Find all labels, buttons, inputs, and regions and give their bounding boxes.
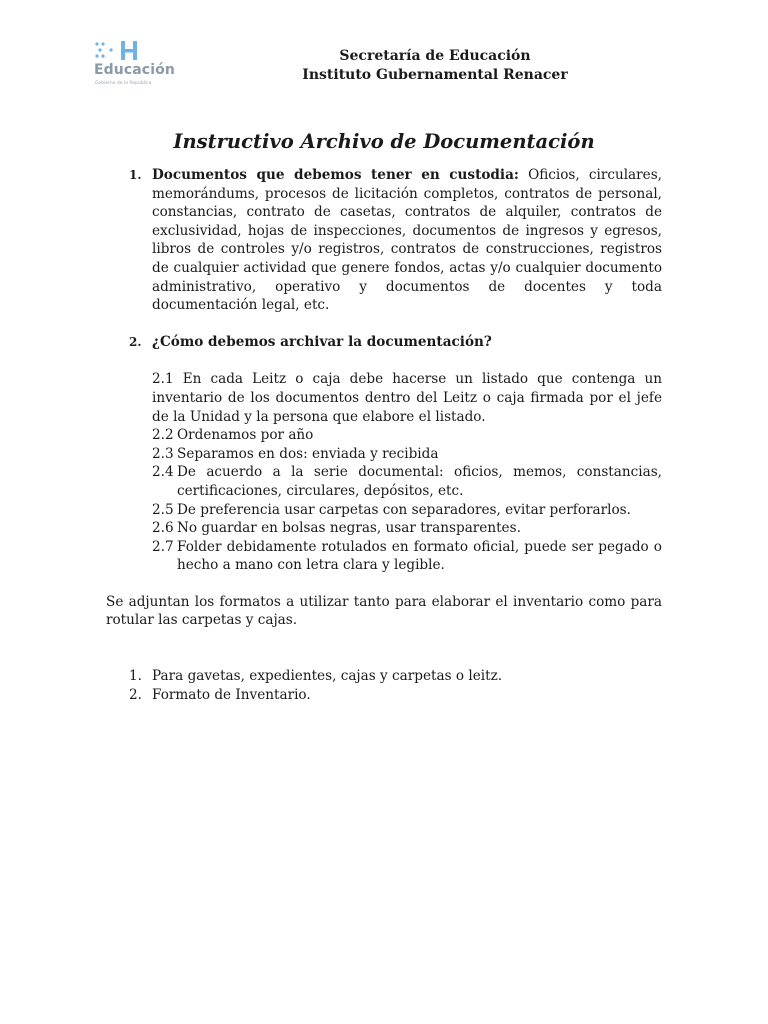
- section-2-number: 2.: [129, 334, 142, 349]
- section-2-list: [106, 426, 662, 575]
- list-item: 2.5 De preferencia usar carpetas con separadores, evitar perforarlos.: [152, 501, 631, 518]
- honduras-h-dots-icon: [94, 40, 142, 62]
- list-item: 2.6 No guardar en bolsas negras, usar transparentes.: [152, 520, 521, 537]
- section-1-text: Oficios, circulares, memorándums, procesos de licitación completos, contratos de personal, constancias, contrato de casetas, contratos de alquiler, contratos de exclusividad, hojas de inspecciones, documentos de ingresos y egresos, libros de controles y/o registros, contratos de construcciones, registros de cualquier actividad que genere fondos, actas y/o cualquier documento administrativo, operativo y documentos de docentes y toda documentación legal, etc.: [152, 167, 662, 314]
- header-ministry: Secretaría de Educación: [339, 48, 531, 64]
- list-item: 1. Para gavetas, expedientes, cajas y carpetas o leitz.: [129, 668, 503, 685]
- closing-paragraph: Se adjuntan los formatos a utilizar tanto para elaborar el inventario como para rotular las carpetas y cajas.: [106, 593, 662, 629]
- list-item: 2.4 De acuerdo a la serie documental: oficios, memos, constancias, certificaciones, circulares, depósitos, etc.: [152, 464, 662, 499]
- header-institute: Instituto Gubernamental Renacer: [302, 67, 568, 83]
- logo-subtitle: Gobierno de la República: [95, 81, 152, 86]
- logo-wordmark: Educación: [94, 62, 175, 78]
- list-item: 2. Formato de Inventario.: [129, 686, 311, 703]
- section-2: [106, 333, 662, 352]
- attachments-list: [106, 667, 662, 704]
- list-item: 2.3 Separamos en dos: enviada y recibida: [152, 445, 439, 462]
- list-item: 2.7 Folder debidamente rotulados en formato oficial, puede ser pegado o hecho a mano con letra clara y legible.: [152, 538, 662, 574]
- list-item: 2.2 Ordenamos por año: [152, 427, 314, 444]
- section-2-heading: ¿Cómo debemos archivar la documentación?: [152, 333, 492, 350]
- section-1-number: 1.: [129, 168, 142, 182]
- document-body: [106, 166, 662, 704]
- section-1: [106, 166, 662, 315]
- document-header: [250, 47, 620, 85]
- document-title: Instructivo Archivo de Documentación: [173, 130, 595, 153]
- section-2-intro: 2.1 En cada Leitz o caja debe hacerse un listado que contenga un inventario de los documentos dentro del Leitz o caja firmada por el jefe de la Unidad y la persona que elabore el listado.: [152, 371, 662, 425]
- education-logo: [94, 40, 194, 90]
- section-1-heading: Documentos que debemos tener en custodia:: [152, 167, 519, 183]
